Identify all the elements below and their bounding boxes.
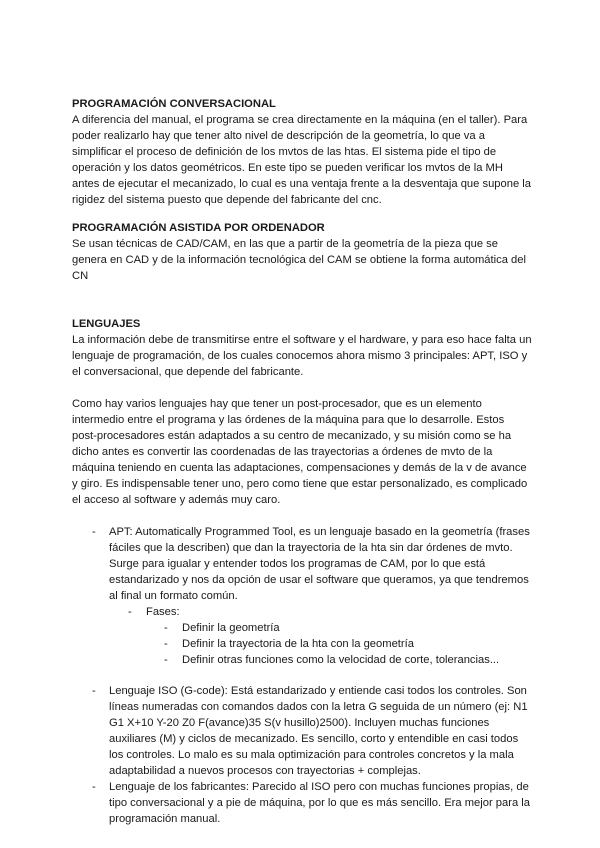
fases-list xyxy=(146,620,532,668)
paragraph-post-procesador: Como hay varios lenguajes hay que tener un post-procesador, que es un elemento intermedio entre el programa y las órdenes de la máquina para que lo desarrolle. Estos post-procesadores están adaptados a su centro de mecanizado, y su misión como se ha dicho antes es convertir las coordenadas de las trayectorias a órdenes de mvto de la máquina teniendo en cuenta las adaptaciones, compensaciones y demás de la v de avance y giro. Es indispensable tener uno, pero como tiene que estar personalizado, es complicado el acceso al software y además muy caro. xyxy=(72,398,528,506)
list-item-iso: - Lenguaje ISO (G-code): Está estandarizado y entiende casi todos los controles. Son líneas numeradas con comandos dados con la letra G seguida de un número (ej: N1 G1 X+10 Y-20 Z0 F(avance)35 S(v husillo)2500). Incluyen muchas funciones auxiliares (M) y ciclos de mecanizado. Es sencillo, corto y entendible en casi todos los controles. Lo malo es su mala optimización para controles concretos y la mala adaptabilidad a nuevos procesos con trayectorias + complejas. xyxy=(72,683,532,779)
lenguajes-list xyxy=(72,524,532,827)
list-item-fase: - Definir la geometría xyxy=(146,620,532,636)
paragraph-asistida: Se usan técnicas de CAD/CAM, en las que a partir de la geometría de la pieza que se genera en CAD y de la información tecnológica del CAM se obtiene la forma automática del CN xyxy=(72,238,526,282)
section-asistida xyxy=(72,220,532,284)
section-lenguajes xyxy=(72,316,532,827)
section-title-asistida: PROGRAMACIÓN ASISTIDA POR ORDENADOR xyxy=(72,222,325,234)
list-item-apt xyxy=(72,524,532,668)
apt-sublist xyxy=(109,604,532,668)
list-item-fases xyxy=(109,604,532,668)
section-title-lenguajes: LENGUAJES xyxy=(72,318,141,330)
list-item-fase: - Definir otras funciones como la velocidad de corte, tolerancias... xyxy=(146,652,532,668)
apt-description: APT: Automatically Programmed Tool, es un lenguaje basado en la geometría (frases fáciles que la describen) que dan la trayectoria de la hta sin dar órdenes de mvto. Surge para igualar y entender todos los programas de CAM, por lo que está estandarizado y nos da opción de usar el software que queramos, ya que tendremos al final un formato común. xyxy=(109,526,530,602)
fases-label: Fases: xyxy=(146,606,180,618)
list-item-fabricantes: - Lenguaje de los fabricantes: Parecido al ISO pero con muchas funciones propias, de tipo conversacional y a pie de máquina, por lo que es más sencillo. Era mejor para la programación manual. xyxy=(72,779,532,827)
paragraph-conversacional: A diferencia del manual, el programa se crea directamente en la máquina (en el taller). Para poder realizarlo hay que tener alto nivel de descripción de la geometría, lo que va a simplificar el proceso de definición de los mvtos de las htas. El sistema pide el tipo de operación y los datos geométricos. En este tipo se pueden verificar los mvtos de la MH antes de ejecutar el mecanizado, lo cual es una ventaja frente a la desventaja que supone la rigidez del sistema puesto que depende del fabricante del cnc. xyxy=(72,114,531,206)
document-page xyxy=(72,96,532,827)
list-item-fase: - Definir la trayectoria de la hta con la geometría xyxy=(146,636,532,652)
paragraph-lenguajes-intro: La información debe de transmitirse entre el software y el hardware, y para eso hace falta un lenguaje de programación, de los cuales conocemos ahora mismo 3 principales: APT, ISO y el conversacional, que depende del fabricante. xyxy=(72,334,532,378)
section-title-conversacional: PROGRAMACIÓN CONVERSACIONAL xyxy=(72,98,276,110)
section-conversacional xyxy=(72,96,532,208)
